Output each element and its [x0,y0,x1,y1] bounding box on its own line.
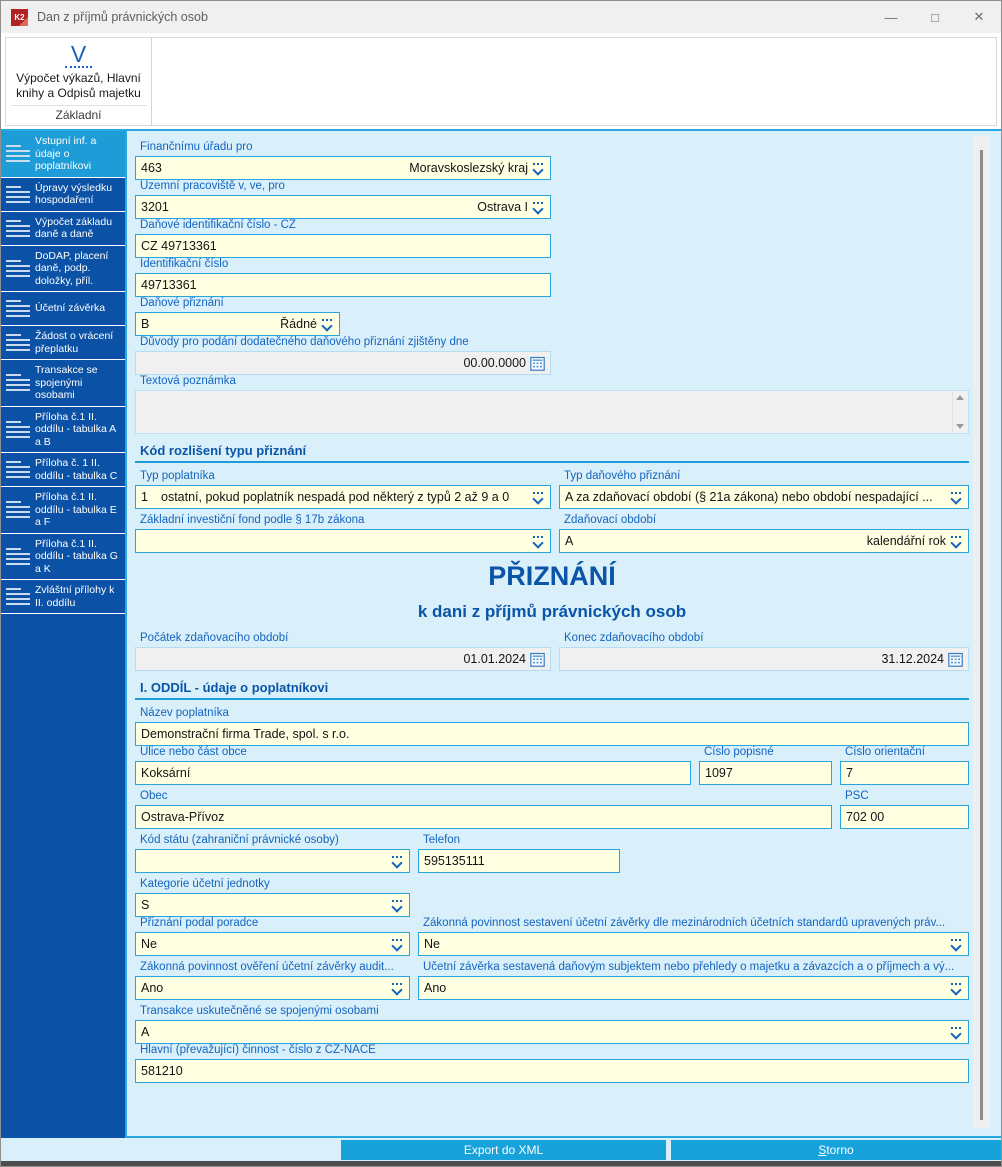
ribbon-toolbar [5,37,997,126]
field-label: Zákonná povinnost ověření účetní závěrky audit... [140,961,394,973]
sidebar-item-label: Příloha č.1 II. oddílu - tabulka E a F [35,491,117,528]
obec-value: Ostrava-Přívoz [141,810,225,824]
priznani-podal-poradce-value: Ne [141,937,157,951]
dropdown-icon[interactable] [321,317,334,331]
field-pocatek-obdobi [135,632,551,671]
ribbon-group-label: Základní [11,105,147,125]
scroll-down-icon[interactable] [956,424,964,429]
cislo-orientacni-input[interactable] [840,761,969,785]
field-label: Přiznání podal poradce [140,917,259,929]
field-label: Telefon [423,834,461,846]
sidebar-item-priloha-c[interactable] [1,453,125,487]
danove-priznani-code: B [141,317,150,331]
field-zakladni-investicni-fond [135,514,551,553]
field-ic [135,258,551,297]
field-cislo-popisne [699,746,832,785]
field-duvody-dodatecne [135,336,551,375]
sidebar-item-vypocet-zakladu[interactable] [1,212,125,246]
sidebar-item-ucetni-zaverka[interactable] [1,292,125,326]
dic-value: CZ 49713361 [141,239,217,253]
typ-danoveho-priznani-input[interactable] [559,485,969,509]
konec-obdobi-input [559,647,969,671]
telefon-input[interactable] [418,849,620,873]
kod-statu-input[interactable] [135,849,410,873]
field-danove-priznani [135,297,340,336]
dropdown-icon[interactable] [532,200,545,214]
sidebar-item-priloha-gk[interactable] [1,534,125,581]
field-psc [840,790,969,829]
field-textova-poznamka [135,375,969,434]
obec-input[interactable] [135,805,832,829]
povinnost-ifrs-input[interactable] [418,932,969,956]
scroll-up-icon[interactable] [956,395,964,400]
povinnost-audit-value: Ano [141,981,164,995]
field-label: Textová poznámka [140,375,236,387]
compute-v-icon: V [70,41,87,67]
close-icon[interactable]: ✕ [973,9,985,24]
app-logo-icon [11,9,28,26]
field-povinnost-audit [135,961,410,1000]
window-bottom-edge [1,1161,1001,1166]
field-telefon [418,834,620,873]
form-pages-icon [3,501,33,518]
financni-urad-input[interactable] [135,156,551,180]
field-label: Název poplatníka [140,707,229,719]
field-label: Identifikační číslo [140,258,229,270]
declaration-title: PŘIZNÁNÍ [488,561,616,591]
sidebar-item-vstupni-udaje[interactable] [1,131,125,178]
field-povinnost-ifrs [418,917,969,956]
dropdown-icon[interactable] [950,534,963,548]
ucetni-zaverka-subjekt-input[interactable] [418,976,969,1000]
zakladni-investicni-fond-input[interactable] [135,529,551,553]
psc-value: 702 00 [846,810,885,824]
app-logo-text: K2 [14,12,25,22]
section-divider [135,461,969,463]
ulice-value: Koksární [141,766,191,780]
field-kod-statu [135,834,410,873]
form-pages-icon [3,548,33,565]
uzemni-pracoviste-code: 3201 [141,200,169,214]
danove-priznani-input[interactable] [135,312,340,336]
field-label: Číslo orientační [845,746,925,758]
typ-poplatnika-name: ostatní, pokud poplatník nespadá pod některý z typů 2 až 9 a 0 [161,490,510,504]
dropdown-icon[interactable] [950,1025,963,1039]
duvody-dodatecne-value: 00.00.0000 [463,356,526,370]
field-obec [135,790,832,829]
calendar-icon[interactable] [948,652,963,667]
form-pages-icon [3,588,33,605]
field-label: Zákonná povinnost sestavení účetní závěrky dle mezinárodních účetních standardů upravených práv... [423,917,946,929]
cz-nace-input[interactable] [135,1059,969,1083]
declaration-subtitle: k dani z příjmů právnických osob [417,602,687,621]
field-label: Kód státu (zahraniční právnické osoby) [140,834,339,846]
form-pages-icon [3,186,33,203]
nazev-poplatnika-value: Demonstrační firma Trade, spol. s r.o. [141,727,350,741]
dropdown-icon[interactable] [391,854,404,868]
sidebar-item-label: Příloha č.1 II. oddílu - tabulka G a K [35,537,118,575]
dropdown-icon[interactable] [950,490,963,504]
field-label: Typ poplatníka [140,470,215,482]
duvody-dodatecne-input [135,351,551,375]
scrollbar-thumb[interactable] [980,150,983,1120]
ic-input[interactable] [135,273,551,297]
telefon-value: 595135111 [424,854,485,868]
field-label: Ulice nebo část obce [140,746,247,758]
field-label: Zdaňovací období [564,514,657,526]
zdanovaci-obdobi-code: A [565,534,574,548]
field-typ-danoveho-priznani [559,470,969,509]
kategorie-ucetni-jednotky-value: S [141,898,150,912]
dic-input[interactable] [135,234,551,258]
calendar-icon[interactable] [530,356,545,371]
field-label: Počátek zdaňovacího období [140,632,289,644]
field-label: Konec zdaňovacího období [564,632,704,644]
cz-nace-value: 581210 [141,1064,183,1078]
compute-button-label-line1: Výpočet výkazů, Hlavní [16,71,141,85]
sidebar-item-label: DoDAP, placení daně, podp. doložky, příl. [35,249,109,287]
form-pages-icon [3,220,33,237]
dropdown-icon[interactable] [391,981,404,995]
field-label: PSČ [845,790,869,802]
window-title: Dan z příjmů právnických osob [37,10,208,24]
form-content [127,131,1001,1138]
ic-value: 49713361 [141,278,197,292]
cislo-popisne-value: 1097 [705,766,733,780]
field-priznani-podal-poradce [135,917,410,956]
sidebar-item-label: Úpravy výsledku hospodaření [35,181,113,206]
transakce-spojene-input[interactable] [135,1020,969,1044]
storno-button[interactable] [671,1140,1001,1160]
dropdown-icon[interactable] [532,534,545,548]
form-pages-icon [3,300,33,317]
financni-urad-name: Moravskoslezský kraj [409,161,528,175]
storno-accesskey: S [818,1143,827,1157]
sidebar-item-label: Vstupní inf. a údaje o poplatníkovi [35,135,97,172]
field-label: Územní pracoviště v, ve, pro [140,180,285,192]
field-ucetni-zaverka-subjekt [418,961,969,1000]
form-pages-icon [3,260,33,277]
dropdown-icon[interactable] [950,981,963,995]
maximize-icon[interactable]: □ [931,9,939,25]
toolbar-area [1,33,1001,129]
footer-bar [1,1138,1001,1161]
sidebar-item-label: Zvláštní přílohy k II. oddílu [35,584,115,609]
typ-poplatnika-code: 1 [141,490,148,504]
field-konec-obdobi [559,632,969,671]
field-label: Daňové přiznání [140,297,224,309]
field-financni-urad [135,141,551,180]
sidebar-item-label: Transakce se spojenými osobami [35,364,98,401]
field-label: Účetní závěrka sestavená daňovým subjektem nebo přehledy o majetku a závazcích a o příjmech a vý... [423,961,955,973]
zdanovaci-obdobi-name: kalendářní rok [866,534,946,548]
field-typ-poplatnika [135,470,551,509]
dropdown-icon[interactable] [532,490,545,504]
field-label: Základní investiční fond podle § 17b zákona [140,514,365,526]
zdanovaci-obdobi-input[interactable] [559,529,969,553]
pocatek-obdobi-value: 01.01.2024 [463,652,526,666]
field-label: Číslo popisné [704,746,774,758]
sidebar-item-priloha-ab[interactable] [1,407,125,454]
sidebar-item-zadost-preplatek[interactable] [1,326,125,360]
field-kategorie-ucetni-jednotky [135,878,410,917]
konec-obdobi-value: 31.12.2024 [881,652,944,666]
sidebar-nav [1,131,127,1138]
dropdown-icon[interactable] [950,937,963,951]
form-pages-icon [3,421,33,438]
ribbon-group-zakladni [6,38,152,125]
sidebar-item-label: Příloha č. 1 II. oddílu - tabulka C [35,457,118,482]
window-controls [869,1,1001,33]
field-label: Transakce uskutečněné se spojenými osobami [140,1005,379,1017]
uzemni-pracoviste-input[interactable] [135,195,551,219]
cislo-orientacni-value: 7 [846,766,853,780]
field-zdanovaci-obdobi [559,514,969,553]
nazev-poplatnika-input[interactable] [135,722,969,746]
field-label: Hlavní (převažující) činnost - číslo z CZ-NACE [140,1044,376,1056]
compute-v-icon-underline [65,66,92,68]
field-uzemni-pracoviste [135,180,551,219]
main-body [1,129,1001,1138]
sidebar-item-label: Výpočet základu daně a daně [35,215,113,240]
sidebar-item-label: Příloha č.1 II. oddílu - tabulka A a B [35,410,116,448]
pocatek-obdobi-input [135,647,551,671]
section-title: Kód rozlišení typu přiznání [140,443,307,458]
export-xml-button[interactable]: Export do XML [341,1140,666,1160]
calendar-icon[interactable] [530,652,545,667]
field-label: Kategorie účetní jednotky [140,878,270,890]
textova-poznamka-textarea[interactable] [135,390,969,434]
section-kod-rozliseni [135,443,969,463]
sidebar-item-upravy-vysledku[interactable] [1,178,125,212]
field-label: Obec [140,790,168,802]
field-nazev-poplatnika [135,707,969,746]
sidebar-item-dodap[interactable] [1,246,125,293]
field-dic [135,219,551,258]
kategorie-ucetni-jednotky-input[interactable] [135,893,410,917]
psc-input[interactable] [840,805,969,829]
sidebar-item-zvlastni-prilohy[interactable] [1,580,125,614]
sidebar-item-label: Účetní závěrka [35,302,106,315]
field-cislo-orientacni [840,746,969,785]
form-pages-icon [3,334,33,351]
field-label: Důvody pro podání dodatečného daňového přiznání zjištěny dne [140,336,469,348]
textarea-scrollbar[interactable] [952,392,967,432]
dropdown-icon[interactable] [391,937,404,951]
compute-button-label [16,71,141,100]
typ-poplatnika-input[interactable] [135,485,551,509]
ulice-input[interactable] [135,761,691,785]
field-label: Typ daňového přiznání [564,470,681,482]
field-ulice [135,746,691,785]
transakce-spojene-value: A [141,1025,150,1039]
danove-priznani-name: Řádné [280,317,317,331]
dropdown-icon[interactable] [532,161,545,175]
priznani-podal-poradce-input[interactable] [135,932,410,956]
sidebar-item-priloha-ef[interactable] [1,487,125,534]
uzemni-pracoviste-name: Ostrava I [477,200,528,214]
compute-reports-button[interactable] [6,38,151,105]
sidebar-item-transakce[interactable] [1,360,125,407]
typ-danoveho-priznani-value: A za zdaňovací období (§ 21a zákona) nebo období nespadající ... [565,490,933,504]
financni-urad-code: 463 [141,161,162,175]
povinnost-audit-input[interactable] [135,976,410,1000]
section-oddil-1 [135,680,969,700]
field-cz-nace [135,1044,969,1083]
ucetni-zaverka-subjekt-value: Ano [424,981,447,995]
compute-button-label-line2: knihy a Odpisů majetku [16,85,141,100]
form-pages-icon [3,374,33,391]
field-label: Finančnímu úřadu pro [140,141,253,153]
sidebar-item-label: Žádost o vrácení přeplatku [35,330,114,355]
content-scrollbar[interactable] [973,136,990,1128]
form-pages-icon [3,461,33,478]
storno-label-rest: torno [826,1143,854,1157]
form-pages-icon [3,145,33,162]
cislo-popisne-input[interactable] [699,761,832,785]
field-label: Daňové identifikační číslo - CZ [140,219,296,231]
field-transakce-spojene [135,1005,969,1044]
povinnost-ifrs-value: Ne [424,937,440,951]
section-title: I. ODDÍL - údaje o poplatníkovi [140,680,329,695]
title-bar [1,1,1001,33]
minimize-icon[interactable]: — [884,9,898,25]
dropdown-icon[interactable] [391,898,404,912]
section-divider [135,698,969,700]
